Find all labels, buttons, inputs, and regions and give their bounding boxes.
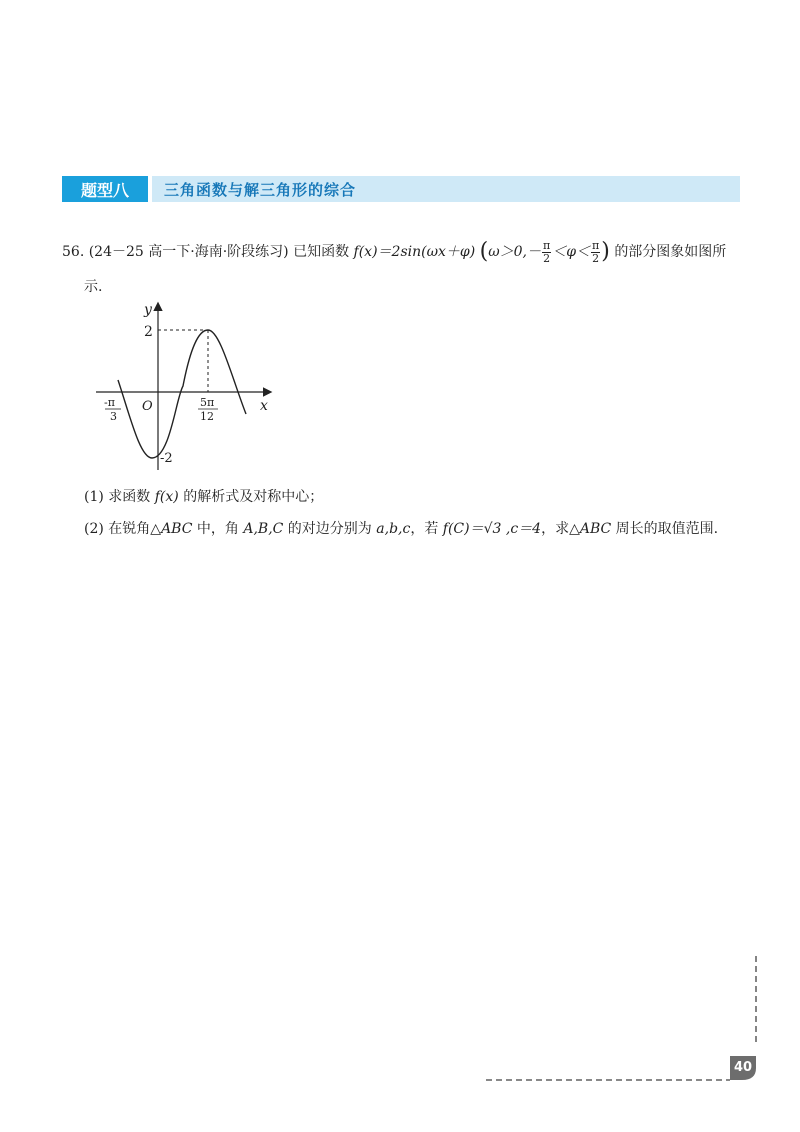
question-2-text-d: ，若 xyxy=(410,521,443,537)
problem-wrap: 示. xyxy=(84,279,103,295)
fraction-pi-over-2-right xyxy=(591,240,600,265)
question-2-text-e: ，求△ xyxy=(541,521,580,537)
question-1 xyxy=(84,486,323,506)
y-max-label: 2 xyxy=(144,324,153,340)
left-paren: ( xyxy=(479,239,489,264)
section-tag: 题型八 xyxy=(62,176,148,202)
function-graph xyxy=(90,298,280,478)
problem-tail: 的部分图象如图所 xyxy=(614,244,727,260)
question-1-text-b: 的解析式及对称中心； xyxy=(178,489,324,505)
problem-lead: 已知函数 xyxy=(293,244,350,260)
question-2-triangle: ABC xyxy=(161,521,193,537)
question-2 xyxy=(84,518,718,538)
fraction-numerator: π xyxy=(592,238,600,252)
origin-label: O xyxy=(142,399,153,414)
question-2-text-a: (2) 在锐角△ xyxy=(84,521,162,537)
condition-omega: ω＞0,－ xyxy=(488,244,541,260)
question-2-text-c: 的对边分别为 xyxy=(283,521,377,537)
question-2-triangle-2: ABC xyxy=(579,521,612,537)
page-number: 40 xyxy=(733,1060,753,1075)
fraction-denominator: 2 xyxy=(543,251,551,265)
condition-phi: ＜φ＜ xyxy=(552,244,591,260)
fraction-numerator: π xyxy=(542,238,551,252)
question-2-condition: f(C)＝√3 ,c＝4 xyxy=(442,521,542,537)
question-1-text-a: (1) 求函数 xyxy=(84,489,155,505)
problem-statement xyxy=(62,238,726,266)
section-title: 三角函数与解三角形的综合 xyxy=(164,180,357,199)
x-left-denominator: 3 xyxy=(110,410,117,423)
question-2-text-f: 周长的取值范围. xyxy=(611,521,719,537)
right-paren: ) xyxy=(601,239,610,264)
question-1-function: f(x) xyxy=(154,489,179,505)
y-axis-label: y xyxy=(144,302,152,318)
section-header xyxy=(62,176,740,202)
x-axis-label: x xyxy=(260,398,268,414)
problem-source: (24－25 高一下·海南·阶段练习) xyxy=(88,244,289,260)
problem-number: 56. xyxy=(62,244,85,260)
fraction-denominator: 2 xyxy=(592,251,600,265)
y-min-label: -2 xyxy=(160,451,173,466)
x-left-numerator: -π xyxy=(104,396,115,409)
problem-function: f(x)＝2sin(ωx＋φ) xyxy=(353,244,476,260)
sine-curve xyxy=(118,330,246,458)
question-2-angles: A,B,C xyxy=(243,521,284,537)
x-right-denominator: 12 xyxy=(200,410,214,423)
x-right-numerator: 5π xyxy=(200,396,215,409)
question-2-text-b: 中，角 xyxy=(192,521,244,537)
section-divider xyxy=(148,176,152,202)
fraction-pi-over-2-left xyxy=(542,240,551,265)
question-2-sides: a,b,c xyxy=(376,521,411,537)
